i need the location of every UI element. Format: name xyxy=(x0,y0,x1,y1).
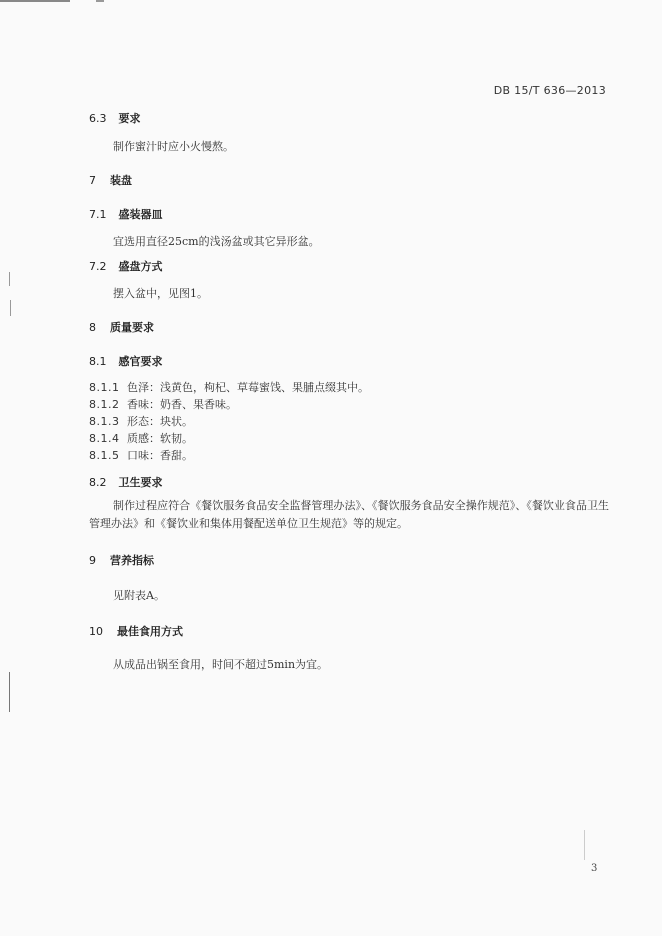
scan-edge-mark xyxy=(0,0,70,2)
section-number: 8 xyxy=(89,321,96,334)
scan-edge-mark xyxy=(96,0,104,2)
item-number: 8.1.3 xyxy=(89,415,120,428)
section-title: 要求 xyxy=(118,112,141,125)
item-number: 8.1.4 xyxy=(89,432,120,445)
section-7-heading xyxy=(89,172,132,188)
section-7-2-text: 摆入盆中，见图1。 xyxy=(113,287,208,300)
page-number: 3 xyxy=(591,863,598,874)
section-9-text: 见附表A。 xyxy=(113,589,165,602)
section-8-2-paragraph: 制作过程应符合《餐饮服务食品安全监督管理办法》、《餐饮服务食品安全操作规范》、《餐饮业食品卫生管理办法》和《餐饮业和集体用餐配送单位卫生规范》等的规定。 xyxy=(89,499,609,530)
scan-artifact-mark xyxy=(10,300,11,316)
section-7-1-text: 宜选用直径25cm的浅汤盆或其它异形盆。 xyxy=(113,235,320,248)
section-title: 最佳食用方式 xyxy=(117,625,183,638)
section-title: 质量要求 xyxy=(110,321,154,334)
item-text: 香味：奶香、果香味。 xyxy=(127,398,237,411)
section-title: 感官要求 xyxy=(118,355,163,368)
section-number: 7.1 xyxy=(89,208,107,221)
list-item xyxy=(89,430,193,446)
item-number: 8.1.1 xyxy=(89,381,120,394)
section-7-1-heading xyxy=(89,206,163,222)
item-number: 8.1.5 xyxy=(89,449,120,462)
item-text: 色泽：浅黄色，枸杞、草莓蜜饯、果脯点缀其中。 xyxy=(127,381,369,394)
section-number: 10 xyxy=(89,625,103,638)
section-6-3-text: 制作蜜汁时应小火慢熬。 xyxy=(113,140,234,153)
item-text: 质感：软韧。 xyxy=(127,432,193,445)
section-title: 盛装器皿 xyxy=(118,208,163,221)
section-9-heading xyxy=(89,552,154,568)
list-item xyxy=(89,413,193,429)
section-title: 营养指标 xyxy=(110,554,154,567)
list-item xyxy=(89,379,369,395)
item-text: 形态：块状。 xyxy=(127,415,193,428)
section-10-text: 从成品出锅至食用，时间不超过5min为宜。 xyxy=(113,658,329,671)
section-number: 7 xyxy=(89,174,96,187)
section-title: 装盘 xyxy=(110,174,132,187)
section-8-2-heading xyxy=(89,474,163,490)
scan-artifact-mark xyxy=(584,830,585,860)
standard-code-header: DB 15/T 636—2013 xyxy=(493,84,606,97)
section-title: 卫生要求 xyxy=(118,476,163,489)
section-number: 8.2 xyxy=(89,476,107,489)
section-title: 盛盘方式 xyxy=(118,260,163,273)
section-8-heading xyxy=(89,319,154,335)
section-number: 8.1 xyxy=(89,355,107,368)
section-number: 9 xyxy=(89,554,96,567)
scan-artifact-mark xyxy=(9,672,10,712)
section-6-3-heading xyxy=(89,110,141,126)
section-number: 6.3 xyxy=(89,112,107,125)
item-text: 口味：香甜。 xyxy=(127,449,193,462)
item-number: 8.1.2 xyxy=(89,398,120,411)
section-number: 7.2 xyxy=(89,260,107,273)
list-item xyxy=(89,396,237,412)
section-10-heading xyxy=(89,623,183,639)
section-7-2-heading xyxy=(89,258,163,274)
list-item xyxy=(89,447,193,463)
scan-artifact-mark xyxy=(9,272,10,286)
section-8-1-heading xyxy=(89,353,163,369)
